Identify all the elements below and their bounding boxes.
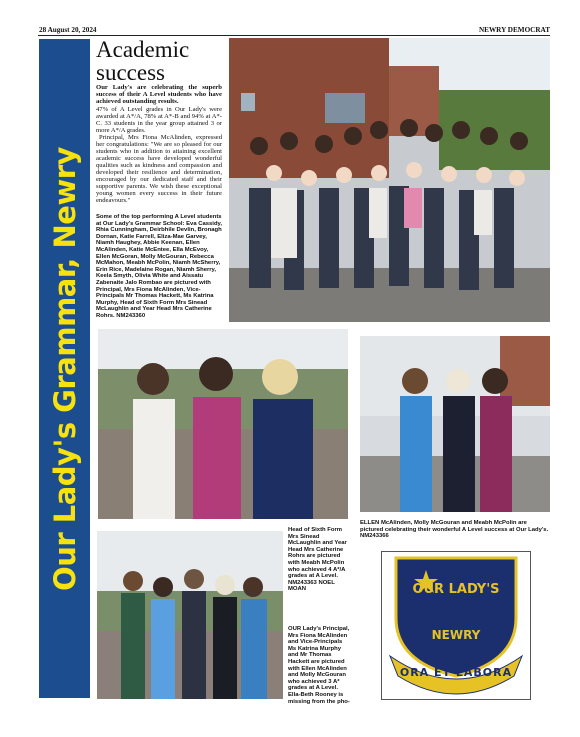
article-body [96, 84, 222, 204]
page-date: 28 August 20, 2024 [39, 26, 97, 34]
crest-motto: ORA ET LABORA [399, 666, 513, 679]
crest-middle-text: NEWRY [431, 628, 481, 642]
group-photo-caption: Some of the top performing A Level students at Our Lady's Grammar School: Eva Cassidy, Rhia Cunningham, Deirbhile Devlin, Bronagh Dornan, Katie Farrell, Eliza-Mae Garvey, Niamh Haughey, Abbie Keenan, Ellen McAlinden, Katie McEntee, Ella McEvoy, Ellen McGoran, Molly McGouran, Rebecca McMahon, Meabh McPolin, Niamh McSherry, Erin Rice, Madelaine Rogan, Niamh Sherry, Keela Smyth, Olivia White and Aissatu Zabenaite Jalo Rombao are pictured with Principal, Mrs Fiona McAlinden, Vice-Principals Mr Thomas Hackett, Ms Katrina Murphy, Head of Sixth Form Mrs Sinead McLaughlin and Year Head Mrs Catherine Rohrs. NM243360 [96, 214, 223, 319]
article-para-2: Principal, Mrs Fiona McAlinden, expressed her congratulations: "We are so pleased for our students who in addition to attaining excellent academic success have developed wonderful qualities such as kindness and compassion and developed their resilience and determination, encouraged by our dedicated staff and their supportive parents. We wish these exceptional young women every success in their future endeavours." [96, 134, 222, 204]
headline [96, 38, 226, 84]
school-sidebar [39, 39, 90, 698]
three-students-photo [360, 336, 550, 512]
headline-line-1: Academic [96, 37, 190, 62]
header-rule [38, 35, 550, 36]
group-photo [229, 38, 550, 322]
principal-photo-image [97, 531, 283, 699]
sixth-form-photo-image [98, 329, 348, 519]
principal-photo [97, 531, 283, 699]
principal-caption: OUR Lady's Principal, Mrs Fiona McAlinden and Vice-Principals Ms Katrina Murphy and Mr Thomas Hackett are pictured with Ellen McAlinden and Molly McGouran who achieved 3 A* grades at A Level. Ella-Beth Rooney is missing from the pho- [288, 626, 350, 705]
headline-line-2: success [96, 60, 165, 85]
paper-name: NEWRY DEMOCRAT [478, 26, 550, 34]
three-students-caption: ELLEN McAlinden, Molly McGouran and Meabh McPolin are pictured celebrating their wonderful A Level success at Our Lady's. NM243366 [360, 520, 549, 540]
crest-top-text: OUR LADY'S [412, 582, 500, 597]
sixth-form-caption: Head of Sixth Form Mrs Sinead McLaughlin and Year Head Mrs Catherine Rohrs are pictured with Meabh McPolin who achieved 4 A*/A grades at A Level. NM243363 NOEL MOAN [288, 527, 347, 593]
sixth-form-photo [98, 329, 348, 519]
sidebar-title: Our Lady's Grammar, Newry [47, 146, 82, 591]
group-photo-image [229, 38, 550, 322]
school-crest [381, 551, 531, 700]
article-para-1: 47% of A Level grades in Our Lady's were awarded at A*/A, 78% at A*-B and 94% at A*-C. 33 students in the year group attained 3 or more A*/A grades. [96, 106, 222, 134]
article-lead: Our Lady's are celebrating the superb success of their A Level students who have achieved outstanding results. [96, 84, 222, 105]
three-students-photo-image [360, 336, 550, 512]
